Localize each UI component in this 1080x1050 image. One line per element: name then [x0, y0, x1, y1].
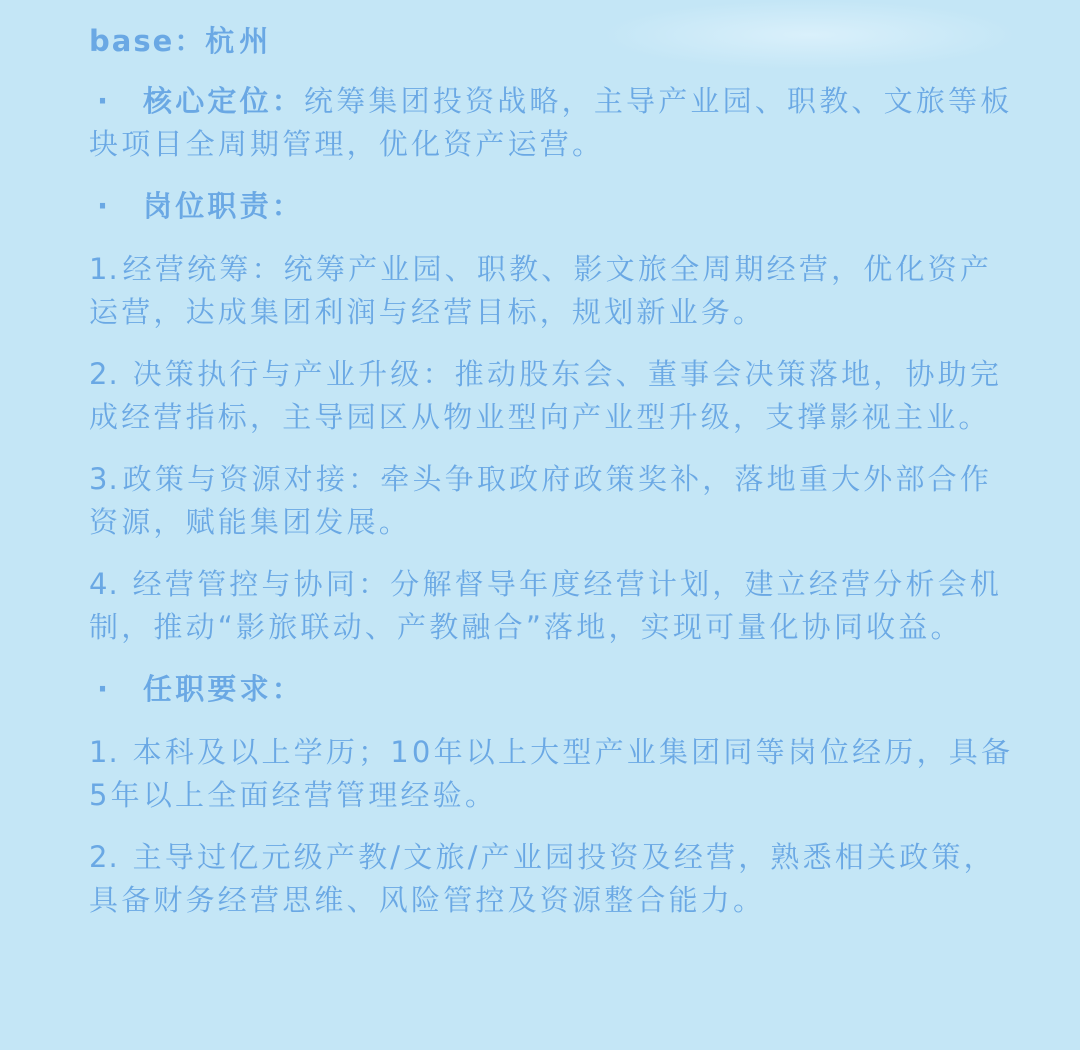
- item-text: 政策与资源对接：牵头争取政府政策奖补，落地重大外部合作资源，赋能集团发展。: [89, 462, 993, 539]
- base-value: 杭州: [205, 24, 274, 58]
- job-description: [89, 20, 1019, 941]
- duty-item-3: [89, 458, 1019, 544]
- item-number: 2.: [89, 840, 119, 874]
- item-number: 3.: [89, 462, 119, 496]
- item-text: 经营统筹：统筹产业园、职教、影文旅全周期经营，优化资产运营，达成集团利润与经营目标，规划新业务。: [89, 252, 993, 329]
- duties-heading-row: [89, 185, 1019, 228]
- item-number: 1.: [89, 735, 119, 769]
- item-text: 经营管控与协同：分解督导年度经营计划，建立经营分析会机制，推动“影旅联动、产教融合”落地，实现可量化协同收益。: [89, 567, 1003, 644]
- duty-item-1: [89, 248, 1019, 334]
- requirement-item-2: [89, 836, 1019, 922]
- duty-item-2: [89, 353, 1019, 439]
- duties-heading: 岗位职责：: [143, 189, 305, 223]
- bullet-icon: ·: [97, 672, 112, 706]
- positioning-heading: 核心定位：: [143, 84, 305, 118]
- positioning-section: [89, 80, 1019, 166]
- requirement-item-1: [89, 731, 1019, 817]
- requirements-heading-row: [89, 668, 1019, 711]
- bullet-icon: ·: [97, 189, 112, 223]
- item-number: 1.: [89, 252, 119, 286]
- base-label: base：: [89, 24, 206, 58]
- duty-item-4: [89, 563, 1019, 649]
- base-location: [89, 20, 1019, 62]
- bullet-icon: ·: [97, 84, 112, 118]
- item-number: 2.: [89, 357, 119, 391]
- item-text: 主导过亿元级产教/文旅/产业园投资及经营，熟悉相关政策，具备财务经营思维、风险管控及资源整合能力。: [89, 840, 996, 917]
- item-text: 本科及以上学历；10年以上大型产业集团同等岗位经历，具备5年以上全面经营管理经验。: [89, 735, 1014, 812]
- requirements-heading: 任职要求：: [143, 672, 305, 706]
- item-text: 决策执行与产业升级：推动股东会、董事会决策落地，协助完成经营指标，主导园区从物业型向产业型升级，支撑影视主业。: [89, 357, 1003, 434]
- positioning-text: 统筹集团投资战略，主导产业园、职教、文旅等板块项目全周期管理，优化资产运营。: [89, 84, 1013, 161]
- item-number: 4.: [89, 567, 119, 601]
